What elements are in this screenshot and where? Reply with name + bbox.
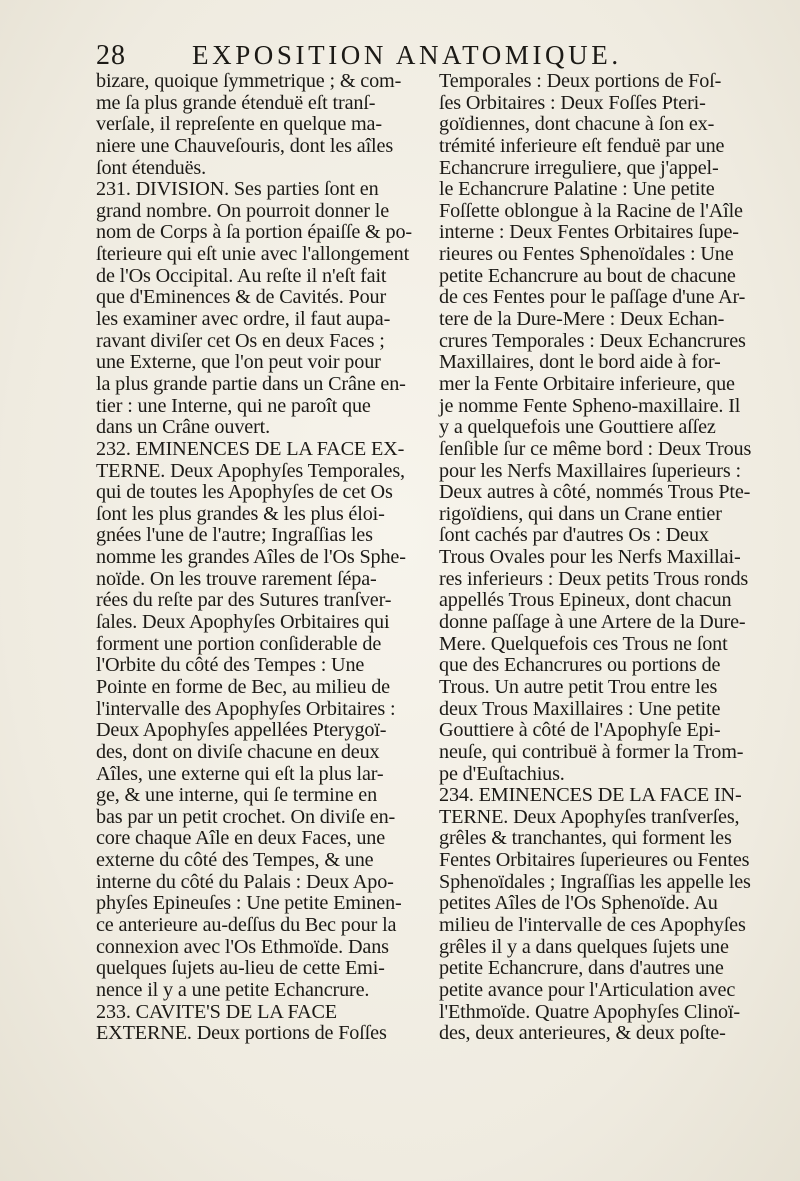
page-number: 28 bbox=[96, 40, 126, 71]
text-line: neuſe, qui contribuë à former la Trom- bbox=[439, 740, 744, 763]
text-line: rieures ou Fentes Sphenoïdales : Une bbox=[439, 243, 734, 266]
text-line: dans un Crâne ouvert. bbox=[96, 416, 271, 439]
text-line: ſont étenduës. bbox=[96, 156, 207, 179]
left-text-column bbox=[96, 71, 414, 1045]
text-line: interne du côté du Palais : Deux Apo- bbox=[96, 870, 394, 893]
text-line: 232. EMINENCES DE LA FACE EX- bbox=[96, 437, 405, 460]
text-line: Temporales : Deux portions de Foſ- bbox=[439, 70, 722, 92]
text-line: EXTERNE. Deux portions de Foſſes bbox=[96, 1022, 387, 1045]
text-line: interne : Deux Fentes Orbitaires ſupe- bbox=[439, 221, 739, 244]
text-line: des, deux anterieures, & deux poſte- bbox=[439, 1022, 726, 1045]
text-line: niere une Chauveſouris, dont les aîles bbox=[96, 134, 394, 157]
text-line: 233. CAVITE'S DE LA FACE bbox=[96, 1000, 337, 1023]
text-line: l'Ethmoïde. Quatre Apophyſes Clinoï- bbox=[439, 1000, 741, 1023]
text-line: gnées l'une de l'autre; Ingraſſias les bbox=[96, 524, 373, 547]
text-line: noïde. On les trouve rarement ſépa- bbox=[96, 567, 377, 590]
text-line: trémité inferieure eſt fenduë par une bbox=[439, 134, 725, 157]
text-line: goïdiennes, dont chacune à ſon ex- bbox=[439, 113, 715, 136]
text-line: Echancrure irreguliere, que j'appel- bbox=[439, 156, 719, 179]
text-line: 231. DIVISION. Ses parties ſont en bbox=[96, 178, 379, 201]
text-line: verſale, il repreſente en quelque ma- bbox=[96, 113, 382, 136]
text-line: les examiner avec ordre, il faut aupa- bbox=[96, 308, 391, 331]
text-line: rigoïdiens, qui dans un Crane entier bbox=[439, 502, 722, 525]
text-line: Mere. Quelquefois ces Trous ne ſont bbox=[439, 632, 728, 655]
text-line: donne paſſage à une Artere de la Dure- bbox=[439, 611, 746, 634]
text-line: petite Echancrure, dans d'autres une bbox=[439, 957, 724, 980]
text-line: pe d'Euſtachius. bbox=[439, 762, 565, 785]
text-line: ce anterieure au-deſſus du Bec pour la bbox=[96, 913, 397, 936]
text-line: TERNE. Deux Apophyſes Temporales, bbox=[96, 459, 405, 482]
text-line: ſes Orbitaires : Deux Foſſes Pteri- bbox=[439, 91, 706, 114]
text-line: Maxillaires, dont le bord aide à for- bbox=[439, 351, 721, 374]
text-line: Deux Apophyſes appellées Pterygoï- bbox=[96, 719, 387, 742]
text-line: nence il y a une petite Echancrure. bbox=[96, 978, 370, 1001]
text-line: quelques ſujets au-lieu de cette Emi- bbox=[96, 957, 385, 980]
text-line: petite avance pour l'Articulation avec bbox=[439, 978, 736, 1001]
text-line: deux Trous Maxillaires : Une petite bbox=[439, 697, 721, 720]
text-line: appellés Trous Epineux, dont chacun bbox=[439, 589, 732, 612]
text-line: l'intervalle des Apophyſes Orbitaires : bbox=[96, 697, 396, 720]
text-line: ſont les plus grandes & les plus éloi- bbox=[96, 502, 385, 525]
text-line: crures Temporales : Deux Echancrures bbox=[439, 329, 746, 352]
text-line: bizare, quoique ſymmetrique ; & com- bbox=[96, 70, 402, 92]
text-line: Sphenoïdales ; Ingraſſias les appelle les bbox=[439, 870, 751, 893]
text-line: je nomme Fente Spheno-maxillaire. Il bbox=[439, 394, 741, 417]
text-line: bas par un petit crochet. On diviſe en- bbox=[96, 805, 396, 828]
text-line: nomme les grandes Aîles de l'Os Sphe- bbox=[96, 546, 406, 569]
text-line: grand nombre. On pourroit donner le bbox=[96, 199, 389, 222]
text-line: core chaque Aîle en deux Faces, une bbox=[96, 827, 386, 850]
text-line: ſont cachés par d'autres Os : Deux bbox=[439, 524, 709, 547]
text-line: le Echancrure Palatine : Une petite bbox=[439, 178, 715, 201]
text-line: Deux autres à côté, nommés Trous Pte- bbox=[439, 481, 751, 504]
text-line: Gouttiere à côté de l'Apophyſe Epi- bbox=[439, 719, 721, 742]
text-line: grêles il y a dans quelques ſujets une bbox=[439, 935, 729, 958]
text-line: que des Echancrures ou portions de bbox=[439, 654, 721, 677]
right-text-column bbox=[439, 71, 784, 1045]
text-line: petite Echancrure au bout de chacune bbox=[439, 264, 736, 287]
text-line: TERNE. Deux Apophyſes tranſverſes, bbox=[439, 805, 740, 828]
text-line: de ces Fentes pour le paſſage d'une Ar- bbox=[439, 286, 746, 309]
text-line: une Externe, que l'on peut voir pour bbox=[96, 351, 381, 374]
text-line: tier : une Interne, qui ne paroît que bbox=[96, 394, 371, 417]
text-line: Foſſette oblongue à la Racine de l'Aîle bbox=[439, 199, 743, 222]
text-line: Trous Ovales pour les Nerfs Maxillai- bbox=[439, 546, 741, 569]
text-line: Trous. Un autre petit Trou entre les bbox=[439, 675, 718, 698]
text-line: milieu de l'intervalle de ces Apophyſes bbox=[439, 913, 746, 936]
text-line: grêles & tranchantes, qui forment les bbox=[439, 827, 732, 850]
text-line: rées du reſte par des Sutures tranſver- bbox=[96, 589, 392, 612]
text-line: res inferieurs : Deux petits Trous ronds bbox=[439, 567, 749, 590]
text-line: phyſes Epineuſes : Une petite Eminen- bbox=[96, 892, 402, 915]
text-line: me ſa plus grande étenduë eſt tranſ- bbox=[96, 91, 376, 114]
text-line: ge, & une interne, qui ſe termine en bbox=[96, 784, 378, 807]
text-line: la plus grande partie dans un Crâne en- bbox=[96, 372, 406, 395]
text-line: Pointe en forme de Bec, au milieu de bbox=[96, 675, 390, 698]
text-line: qui de toutes les Apophyſes de cet Os bbox=[96, 481, 393, 504]
text-line: ſterieure qui eſt unie avec l'allongement bbox=[96, 243, 410, 266]
text-line: connexion avec l'Os Ethmoïde. Dans bbox=[96, 935, 389, 958]
text-line: ſenſible ſur ce même bord : Deux Trous bbox=[439, 437, 752, 460]
text-line: ſales. Deux Apophyſes Orbitaires qui bbox=[96, 611, 390, 634]
page-header bbox=[96, 38, 716, 74]
text-line: 234. EMINENCES DE LA FACE IN- bbox=[439, 784, 742, 807]
text-line: Aîles, une externe qui eſt la plus lar- bbox=[96, 762, 384, 785]
text-line: l'Orbite du côté des Tempes : Une bbox=[96, 654, 365, 677]
text-line: tere de la Dure-Mere : Deux Echan- bbox=[439, 308, 725, 331]
text-line: nom de Corps à ſa portion épaiſſe & po- bbox=[96, 221, 412, 244]
text-line: Fentes Orbitaires ſuperieures ou Fentes bbox=[439, 849, 750, 872]
running-title: EXPOSITION ANATOMIQUE. bbox=[192, 40, 622, 70]
text-line: ravant diviſer cet Os en deux Faces ; bbox=[96, 329, 385, 352]
text-line: pour les Nerfs Maxillaires ſuperieurs : bbox=[439, 459, 741, 482]
text-line: forment une portion conſiderable de bbox=[96, 632, 382, 655]
text-line: des, dont on diviſe chacune en deux bbox=[96, 740, 380, 763]
text-line: externe du côté des Tempes, & une bbox=[96, 849, 374, 872]
text-line: y a quelquefois une Gouttiere aſſez bbox=[439, 416, 716, 439]
text-line: mer la Fente Orbitaire inferieure, que bbox=[439, 372, 735, 395]
text-line: de l'Os Occipital. Au reſte il n'eſt fait bbox=[96, 264, 387, 287]
text-line: petites Aîles de l'Os Sphenoïde. Au bbox=[439, 892, 718, 915]
text-line: que d'Eminences & de Cavités. Pour bbox=[96, 286, 387, 309]
